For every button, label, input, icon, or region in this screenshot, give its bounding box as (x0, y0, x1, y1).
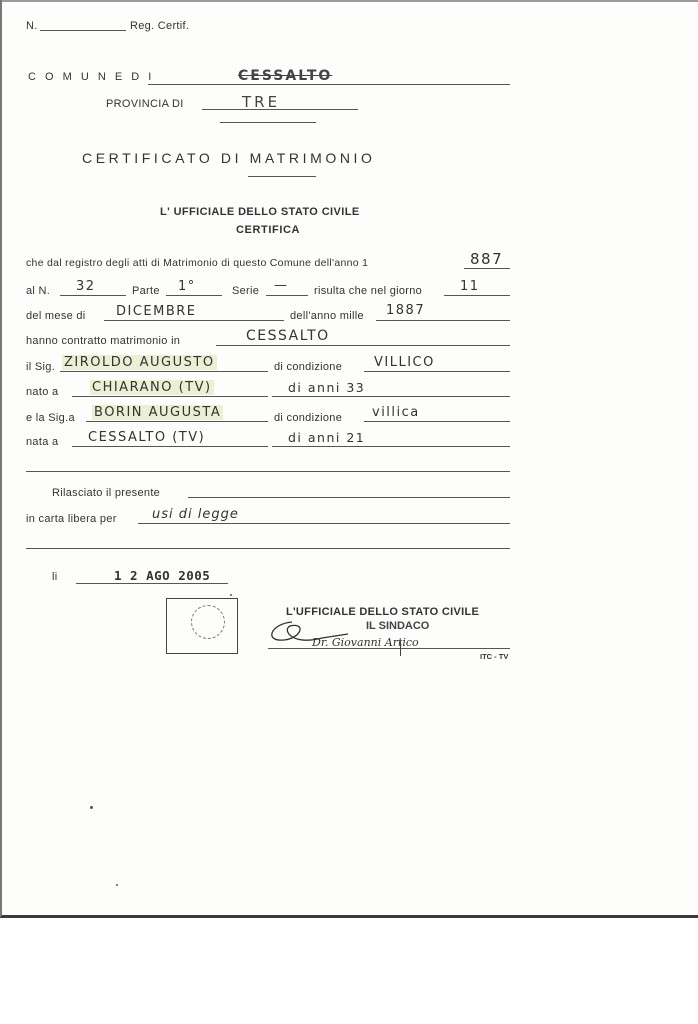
mese-line (104, 320, 284, 321)
reg-prefix: N. (26, 20, 38, 32)
contratto-value: CESSALTO (246, 328, 330, 344)
sig-label: il Sig. (26, 361, 55, 373)
siga-line (86, 421, 268, 422)
year-value: 887 (470, 250, 504, 268)
anno-value: 1887 (386, 303, 426, 318)
speck (90, 806, 93, 809)
signature-officer-label: L'UFFICIALE DELLO STATO CIVILE (286, 606, 480, 618)
title-underline (248, 176, 316, 177)
blank-line (26, 471, 510, 472)
date-line (76, 583, 228, 584)
nato-label: nato a (26, 386, 59, 398)
sig-cond-label: di condizione (274, 361, 343, 373)
year-line (464, 268, 510, 269)
seal-emblem (191, 605, 225, 639)
nata-line (72, 446, 268, 447)
siga-cond-line (364, 421, 510, 422)
date-stamp: 1 2 AGO 2005 (114, 568, 211, 583)
mese-label: del mese di (26, 310, 86, 322)
sig-cond-line (364, 371, 510, 372)
carta-line (138, 523, 510, 524)
nato-age: di anni 33 (288, 380, 366, 395)
signature-tick (400, 640, 401, 656)
contratto-line (216, 345, 510, 346)
comune-label: C O M U N E D I (28, 71, 155, 83)
comune-value: CESSALTO (238, 68, 333, 84)
intro-text: che dal registro degli atti di Matrimonio di questo Comune dell'anno 1 (26, 257, 369, 269)
top-edge (2, 0, 698, 2)
contratto-label: hanno contratto matrimonio in (26, 335, 181, 347)
certifica-heading: CERTIFICA (236, 224, 301, 236)
carta-label: in carta libera per (26, 513, 117, 525)
provincia-value: TRE (242, 93, 281, 111)
signature-name: Dr. Giovanni Artico (312, 636, 419, 649)
official-seal (166, 598, 238, 654)
parte-value: 1° (178, 279, 196, 294)
mese-value: DICEMBRE (116, 304, 197, 319)
siga-cond-value: villica (372, 405, 420, 420)
giorno-label: risulta che nel giorno (314, 285, 423, 297)
parte-line (166, 295, 222, 296)
sig-value: ZIROLDO AUGUSTO (64, 355, 215, 370)
speck (230, 594, 232, 596)
speck (116, 884, 118, 886)
blank-line-2 (26, 548, 510, 549)
serie-value: — (274, 278, 289, 293)
anno-label: dell'anno mille (290, 310, 364, 322)
nata-label: nata a (26, 436, 59, 448)
officer-heading: L' UFFICIALE DELLO STATO CIVILE (160, 206, 360, 218)
footer-code: ITC - TV (480, 652, 509, 661)
reg-number-line (40, 30, 126, 31)
reg-label: Reg. Certif. (130, 20, 190, 32)
anno-line (376, 320, 510, 321)
rilasciato-line (188, 497, 510, 498)
nato-value: CHIARANO (TV) (92, 380, 212, 395)
comune-line (148, 84, 510, 85)
siga-value: BORIN AUGUSTA (94, 405, 222, 420)
carta-value: usi di legge (152, 507, 239, 522)
provincia-line (202, 109, 358, 110)
sig-line (60, 371, 268, 372)
n-label: al N. (26, 285, 51, 297)
rilasciato-label: Rilasciato il presente (52, 487, 161, 499)
giorno-value: 11 (460, 279, 480, 294)
provincia-label: PROVINCIA DI (106, 98, 184, 110)
serie-label: Serie (232, 285, 260, 297)
signature-line (268, 648, 510, 649)
serie-line (266, 295, 308, 296)
sig-cond-value: VILLICO (374, 355, 435, 370)
nata-age-line (272, 446, 510, 447)
nato-line (72, 396, 268, 397)
nata-value: CESSALTO (TV) (88, 430, 206, 445)
nato-age-line (272, 396, 510, 397)
siga-cond-label: di condizione (274, 412, 343, 424)
provincia-underline (220, 122, 316, 123)
n-value: 32 (76, 279, 96, 294)
n-line (60, 295, 126, 296)
siga-label: e la Sig.a (26, 412, 75, 424)
signature-sindaco: IL SINDACO (366, 620, 430, 632)
parte-label: Parte (132, 285, 160, 297)
nata-age: di anni 21 (288, 430, 366, 445)
giorno-line (444, 295, 510, 296)
certificate-title: CERTIFICATO DI MATRIMONIO (82, 150, 376, 166)
date-prefix: li (52, 571, 58, 583)
